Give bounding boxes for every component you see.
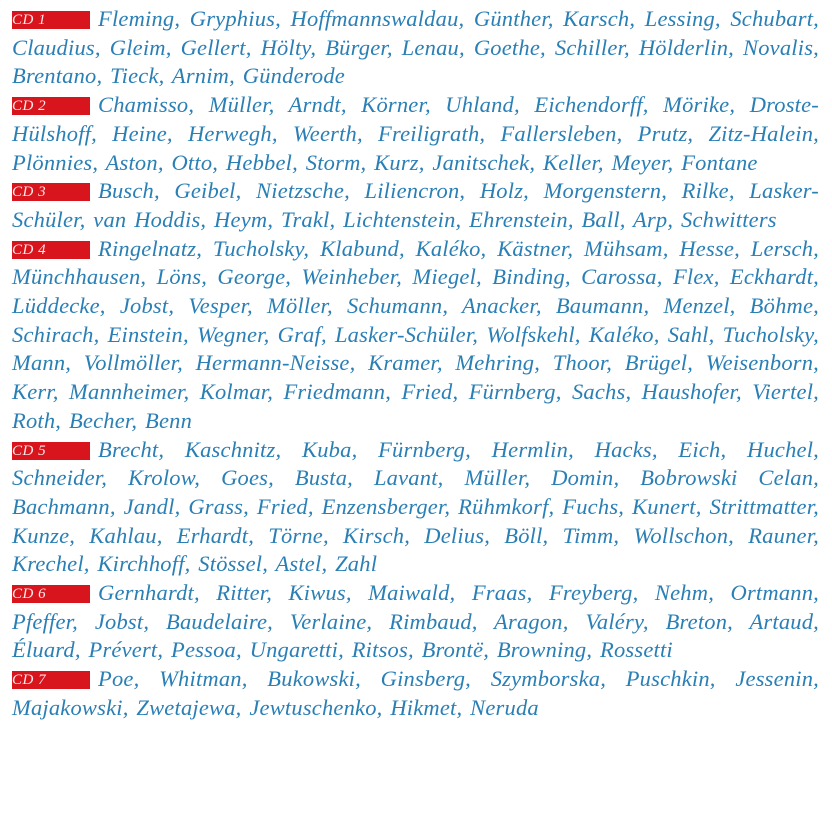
cd-label-badge: CD 5 (12, 442, 90, 460)
cd-entry-3 (12, 177, 819, 234)
cd-entry-7 (12, 665, 819, 722)
cd-entry-6 (12, 579, 819, 665)
cd-entry-2 (12, 91, 819, 177)
cd-label-badge: CD 7 (12, 671, 90, 689)
cd-label-badge: CD 4 (12, 241, 90, 259)
poet-names: Chamisso, Müller, Arndt, Körner, Uhland, Eichendorff, Mörike, Droste-Hülshoff, Heine, Herwegh, Weerth, Freiligrath, Fallersleben, Prutz, Zitz-Halein, Plönnies, Aston, Otto, Hebbel, Storm, Kurz, Janitschek, Keller, Meyer, Fontane (12, 92, 819, 175)
poet-names: Gernhardt, Ritter, Kiwus, Maiwald, Fraas, Freyberg, Nehm, Ortmann, Pfeffer, Jobst, Baudelaire, Verlaine, Rimbaud, Aragon, Valéry, Breton, Artaud, Éluard, Prévert, Pessoa, Ungaretti, Ritsos, Brontë, Browning, Rossetti (12, 580, 819, 663)
cd-track-listing (12, 5, 819, 723)
poet-names: Ringelnatz, Tucholsky, Klabund, Kaléko, Kästner, Mühsam, Hesse, Lersch, Münchhausen, Löns, George, Weinheber, Miegel, Binding, Carossa, Flex, Eckhardt, Lüddecke, Jobst, Vesper, Möller, Schumann, Anacker, Baumann, Menzel, Böhme, Schirach, Einstein, Wegner, Graf, Lasker-Schüler, Wolfskehl, Kaléko, Sahl, Tucholsky, Mann, Vollmöller, Hermann-Neisse, Kramer, Mehring, Thoor, Brügel, Weisenborn, Kerr, Mannheimer, Kolmar, Friedmann, Fried, Fürnberg, Sachs, Haushofer, Viertel, Roth, Becher, Benn (12, 235, 819, 433)
cd-entry-5 (12, 436, 819, 580)
poet-names: Brecht, Kaschnitz, Kuba, Fürnberg, Hermlin, Hacks, Eich, Huchel, Schneider, Krolow, Goes, Busta, Lavant, Müller, Domin, Bobrowski Celan, Bachmann, Jandl, Grass, Fried, Enzensberger, Rühmkorf, Fuchs, Kunert, Strittmatter, Kunze, Kahlau, Erhardt, Törne, Kirsch, Delius, Böll, Timm, Wollschon, Rauner, Krechel, Kirchhoff, Stössel, Astel, Zahl (12, 436, 819, 577)
cd-label-badge: CD 6 (12, 585, 90, 603)
cd-entry-1 (12, 5, 819, 91)
poet-names: Poe, Whitman, Bukowski, Ginsberg, Szymborska, Puschkin, Jessenin, Majakowski, Zwetajewa, Jewtuschenko, Hikmet, Neruda (12, 666, 819, 720)
cd-label-badge: CD 1 (12, 11, 90, 29)
poet-names: Fleming, Gryphius, Hoffmannswaldau, Günther, Karsch, Lessing, Schubart, Claudius, Gleim, Gellert, Hölty, Bürger, Lenau, Goethe, Schiller, Hölderlin, Novalis, Brentano, Tieck, Arnim, Günderode (12, 6, 819, 89)
poet-names: Busch, Geibel, Nietzsche, Liliencron, Holz, Morgenstern, Rilke, Lasker-Schüler, van Hoddis, Heym, Trakl, Lichtenstein, Ehrenstein, Ball, Arp, Schwitters (12, 178, 819, 232)
cd-entry-4 (12, 235, 819, 436)
cd-label-badge: CD 2 (12, 97, 90, 115)
cd-label-badge: CD 3 (12, 183, 90, 201)
